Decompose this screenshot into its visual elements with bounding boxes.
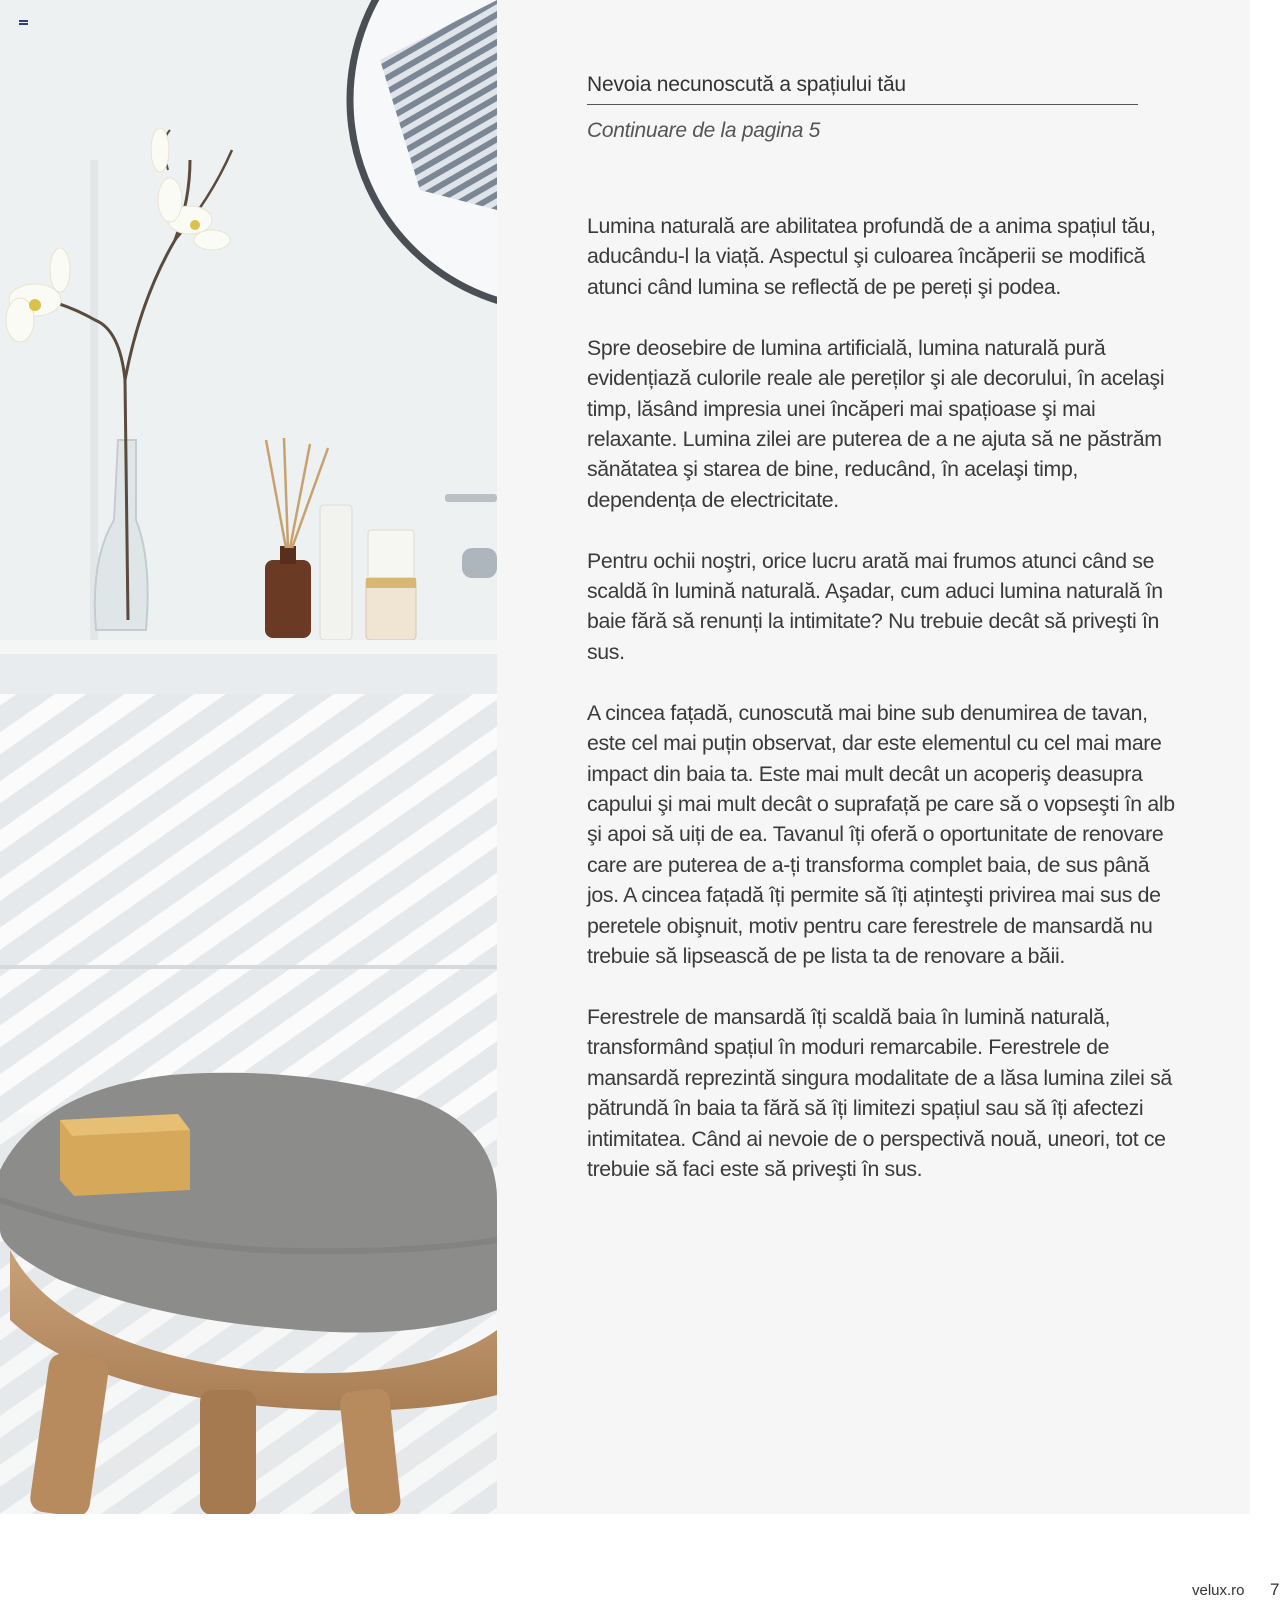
paragraph: Lumina naturală are abilitatea profundă de a anima spațiul tău, aducându-l la viață. Aspectul şi culoarea încăperii se modifică atunci când lumina se reflectă de pe pereți şi podea. xyxy=(587,214,1156,299)
paragraph: Ferestrele de mansardă îți scaldă baia în lumină naturală, transformând spațiul în moduri remarcabile. Ferestrele de mansardă reprezintă singura modalitate de a lăsa lumina zilei să pătrundă în baia ta fără să îți limitezi spațiul sau să îți afectezi intimitatea. Când ai nevoie de o perspectivă nouă, uneori, tot ce trebuie să faci este să priveşti în sus. xyxy=(587,1004,1172,1181)
menu-icon[interactable] xyxy=(19,20,28,28)
paragraph: Pentru ochii noştri, orice lucru arată mai frumos atunci când se scaldă în lumină naturală. Aşadar, cum aduci lumina naturală în baie fără să renunți la intimitate? Nu trebuie decât să priveşti în sus. xyxy=(587,548,1163,664)
article-body xyxy=(587,211,1177,1184)
paragraph: A cincea fațadă, cunoscută mai bine sub denumirea de tavan, este cel mai puțin observat, dar este elementul cu cel mai mare impact din baia ta. Este mai mult decât un acoperiş deasupra capului şi mai mult decât o suprafață pe care să o vopseşti în alb şi apoi să uiți de ea. Tavanul îți oferă o oportunitate de renovare care are puterea de a-ți transforma complet baia, de sus până jos. A cincea fațadă îți permite să îți aținteşti privirea mai sus de peretele obişnuit, motiv pentru care ferestrele de mansardă nu trebuie să lipsească de pe lista ta de renovare a băii. xyxy=(587,700,1175,969)
footer-url[interactable]: velux.ro xyxy=(1192,1582,1245,1599)
paragraph: Spre deosebire de lumina artificială, lumina naturală pură evidențiază culorile reale ale pereților şi ale decorului, în acelaşi timp, lăsând impresia unei încăperi mai spațioase şi mai relaxante. Lumina zilei are puterea de a ne ajuta să ne păstrăm sănătatea şi starea de bine, reducând, în acelaşi timp, dependența de electricitate. xyxy=(587,335,1165,512)
bathroom-photo xyxy=(0,0,497,1514)
page-number: 7 xyxy=(1270,1580,1280,1599)
article-column xyxy=(587,70,1177,1215)
bathroom-illustration xyxy=(0,0,497,1514)
continued-note: Continuare de la pagina 5 xyxy=(587,119,821,142)
section-title: Nevoia necunoscută a spațiului tău xyxy=(587,70,1138,105)
